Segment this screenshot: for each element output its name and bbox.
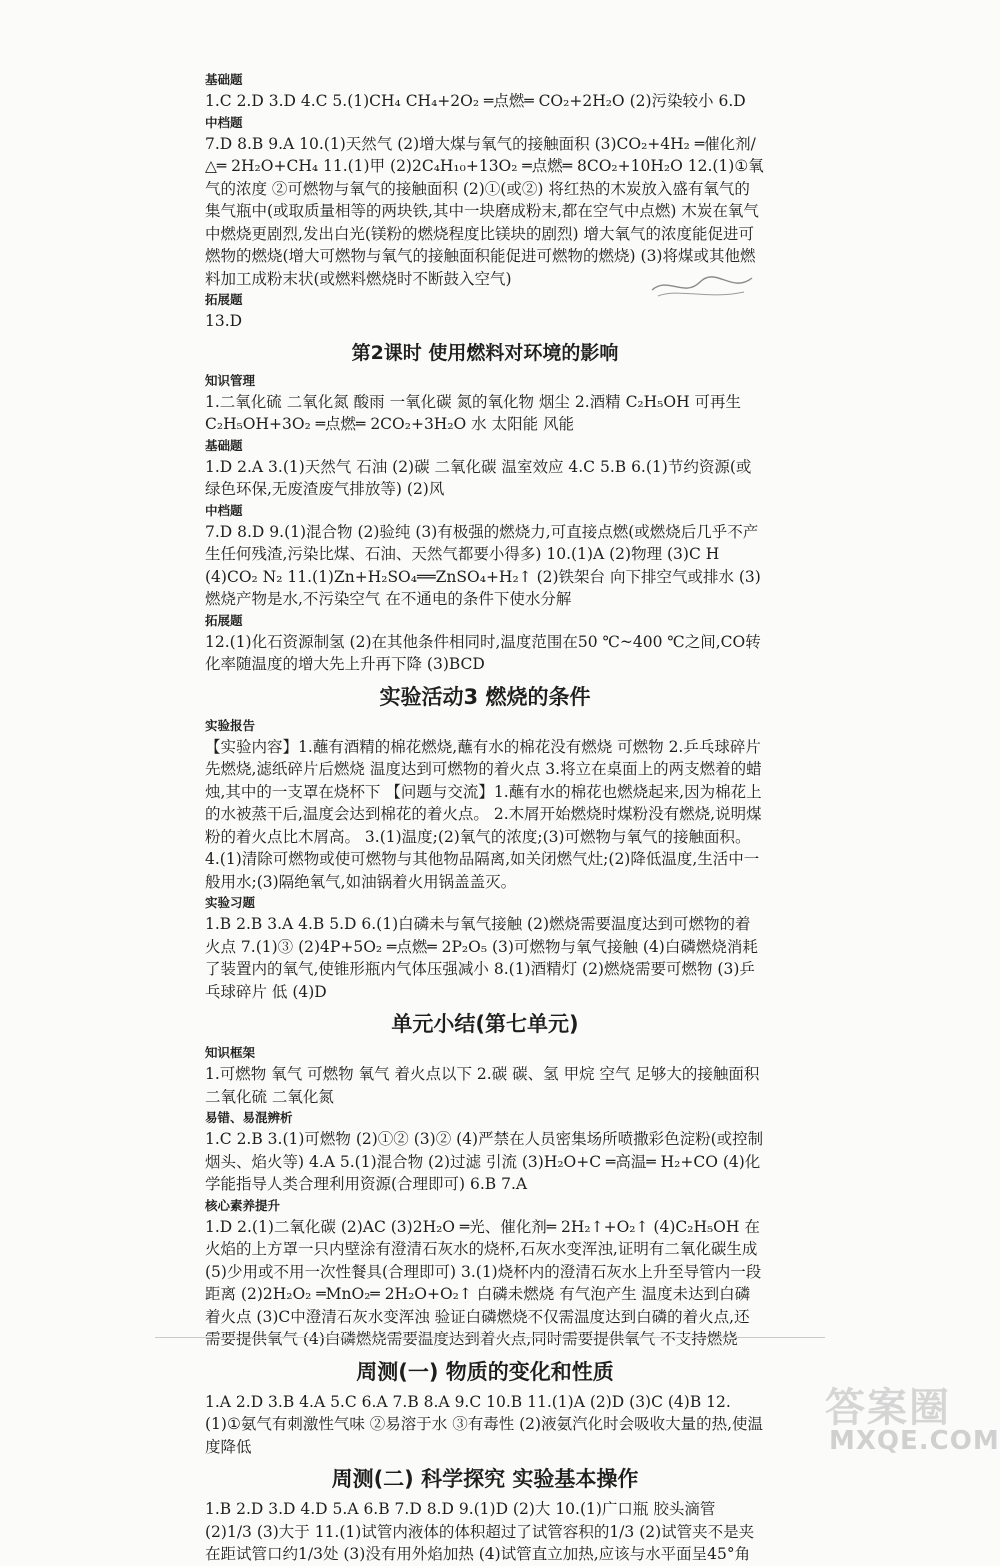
- answer-paragraph: 1.C 2.B 3.(1)可燃物 (2)①② (3)② (4)严禁在人员密集场所喷撒彩色淀粉(或控制烟头、焰火等) 4.A 5.(1)混合物 (2)过滤 引流 (3)H₂O+C ═高温═ H₂+CO (4)化学能指导人类合理利用资源(合理即可) 6.B 7.A: [205, 1130, 764, 1193]
- watermark-url: MXQE.COM: [829, 1426, 1000, 1456]
- watermark-brand: 答案圈: [825, 1385, 951, 1431]
- answer-paragraph: 1.D 2.A 3.(1)天然气 石油 (2)碳 二氧化碳 温室效应 4.C 5.B 6.(1)节约资源(或绿色环保,无废渣废气排放等) (2)风: [205, 457, 752, 498]
- section-title: 周测(二) 科学探究 实验基本操作: [331, 1467, 639, 1491]
- section-subheading: 基础题: [205, 72, 243, 87]
- section-subheading: 基础题: [205, 437, 243, 453]
- answer-paragraph: 13.D: [205, 312, 243, 330]
- section-subheading: 易错、易混辨析: [205, 1110, 293, 1125]
- section-title: 实验活动3 燃烧的条件: [379, 684, 591, 709]
- answer-paragraph: 1.A 2.D 3.B 4.A 5.C 6.A 7.B 8.A 9.C 10.B 11.(1)A (2)D (3)C (4)B 12.(1)①氨气有刺激性气味 ②易溶于水 ③有毒性 (2)液氨汽化时会吸收大量的热,使温度降低: [205, 1392, 764, 1456]
- section-subheading: 实验报告: [205, 717, 256, 733]
- bottom-divider: [155, 1337, 825, 1338]
- answer-paragraph: 1.二氧化硫 二氧化氮 酸雨 一氧化碳 氮的氧化物 烟尘 2.酒精 C₂H₅OH 可再生 C₂H₅OH+3O₂ ═点燃═ 2CO₂+3H₂O 水 太阳能 风能: [205, 392, 742, 433]
- section-subheading: 中档题: [205, 114, 243, 130]
- answer-paragraph: 1.B 2.D 3.D 4.D 5.A 6.B 7.D 8.D 9.(1)D (2)大 10.(1)广口瓶 胶头滴管 (2)1/3 (3)大于 11.(1)试管内液体的体积超过了试管容积的1/3 (2)试管夹不是夹在距试管口约1/3处 (3)没有用外焰加热 (4)试管直立加热,应该与水平面呈45°角: [205, 1500, 755, 1563]
- answer-paragraph: 1.D 2.(1)二氧化碳 (2)AC (3)2H₂O ═光、催化剂═ 2H₂↑+O₂↑ (4)C₂H₅OH 在火焰的上方罩一只内壁涂有澄清石灰水的烧杯,石灰水变浑浊,证明有二氧化碳生成 (5)少用或不用一次性餐具(合理即可) 3.(1)烧杯内的澄清石灰水上升至导管内一段距离 (2)2H₂O₂ ═MnO₂═ 2H₂O+O₂↑ 白磷未燃烧 有气泡产生 温度未达到白磷着火点 (3)C中澄清石灰水变浑浊 验证白磷燃烧不仅需温度达到白磷的着火点,还需要提供氧气 (4)白磷燃烧需要温度达到着火点,同时需要提供氧气 不支持燃烧: [205, 1217, 762, 1348]
- watermark: [825, 1376, 1000, 1460]
- section-subheading: 中档题: [205, 502, 243, 518]
- section-subheading: 知识框架: [205, 1045, 256, 1060]
- answer-paragraph: 1.C 2.D 3.D 4.C 5.(1)CH₄ CH₄+2O₂ ═点燃═ CO₂+2H₂O (2)污染较小 6.D: [205, 92, 746, 110]
- lesson-title: 第2课时 使用燃料对环境的影响: [351, 341, 619, 364]
- answer-paragraph: 7.D 8.D 9.(1)混合物 (2)验纯 (3)有极强的燃烧力,可直接点燃(或燃烧后几乎不产生任何残渣,污染比煤、石油、天然气都要小得多) 10.(1)A (2)物理 (3)C H (4)CO₂ N₂ 11.(1)Zn+H₂SO₄══ZnSO₄+H₂↑ (2)铁架台 向下排空气或排水 (3)燃烧产物是水,不污染空气 在不通电的条件下使水分解: [205, 522, 761, 608]
- answer-paragraph: 【实验内容】1.蘸有酒精的棉花燃烧,蘸有水的棉花没有燃烧 可燃物 2.乒乓球碎片先燃烧,滤纸碎片后燃烧 温度达到可燃物的着火点 3.将立在桌面上的两支燃着的蜡烛,其中的一支罩在烧杯下 【问题与交流】1.蘸有水的棉花也燃烧起来,因为棉花上的水被蒸干后,温度会达到棉花的着火点。 2.木屑开始燃烧时煤粉没有燃烧,说明煤粉的着火点比木屑高。 3.(1)温度;(2)氧气的浓度;(3)可燃物与氧气的接触面积。 4.(1)清除可燃物或使可燃物与其他物品隔离,如关闭燃气灶;(2)降低温度,生活中一般用水;(3)隔绝氧气,如油锅着火用锅盖盖灭。: [205, 737, 762, 891]
- answer-paragraph: 1.可燃物 氧气 可燃物 氧气 着火点以下 2.碳 碳、氢 甲烷 空气 足够大的接触面积 二氧化硫 二氧化氮: [205, 1065, 760, 1106]
- section-subheading: 拓展题: [205, 612, 243, 628]
- answer-paragraph: 12.(1)化石资源制氢 (2)在其他条件相同时,温度范围在50 ℃~400 ℃之间,CO转化率随温度的增大先上升再下降 (3)BCD: [205, 632, 761, 673]
- pen-scribble: [648, 268, 758, 302]
- section-subheading: 知识管理: [205, 372, 256, 388]
- answer-paragraph: 7.D 8.B 9.A 10.(1)天然气 (2)增大煤与氧气的接触面积 (3)CO₂+4H₂ ═催化剂/△═ 2H₂O+CH₄ 11.(1)甲 (2)2C₄H₁₀+13O₂ ═点燃═ 8CO₂+10H₂O 12.(1)①氧气的浓度 ②可燃物与氧气的接触面积 (2)①(或②) 将红热的木炭放入盛有氧气的集气瓶中(或取质量相等的两块铁,其中一块磨成粉末,都在空气中点燃) 木炭在氧气中燃烧更剧烈,发出白光(镁粉的燃烧程度比镁块的剧烈) 增大氧气的浓度能促进可燃物的燃烧(增大可燃物与氧气的接触面积能促进可燃物的燃烧) (3)将煤或其他燃料加工成粉末状(或燃料燃烧时不断鼓入空气): [205, 134, 764, 288]
- section-title: 单元小结(第七单元): [391, 1012, 579, 1036]
- section-subheading: 拓展题: [205, 292, 243, 307]
- answer-paragraph: 1.B 2.B 3.A 4.B 5.D 6.(1)白磷未与氧气接触 (2)燃烧需要温度达到可燃物的着火点 7.(1)③ (2)4P+5O₂ ═点燃═ 2P₂O₅ (3)可燃物与氧气接触 (4)白磷燃烧消耗了装置内的氧气,使锥形瓶内气体压强减小 8.(1)酒精灯 (2)燃烧需要可燃物 (3)乒乓球碎片 低 (4)D: [205, 915, 758, 1001]
- section-subheading: 实验习题: [205, 895, 256, 910]
- section-title: 周测(一) 物质的变化和性质: [356, 1359, 614, 1384]
- section-subheading: 核心素养提升: [205, 1197, 281, 1213]
